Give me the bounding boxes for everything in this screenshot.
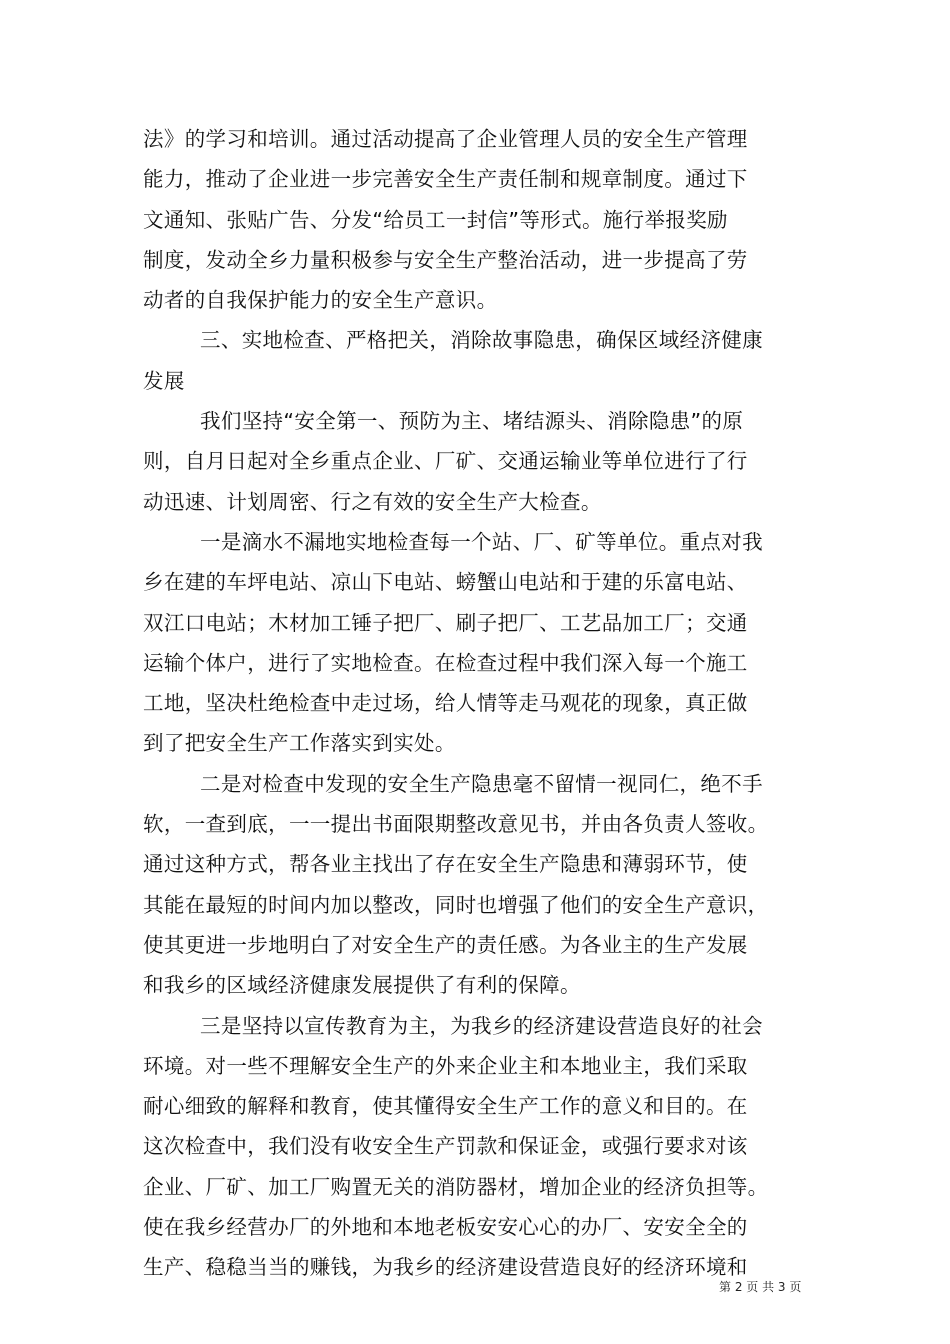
document-body <box>143 119 823 1288</box>
text-line: 则，自月日起对全乡重点企业、厂矿、交通运输业等单位进行了行 <box>143 449 748 474</box>
text-line: 动者的自我保护能力的安全生产意识。 <box>143 288 498 313</box>
text-line: 企业、厂矿、加工厂购置无关的消防器材，增加企业的经济负担等。 <box>143 1174 769 1199</box>
section-heading: 三、实地检查、严格把关，消除故事隐患，确保区域经济健康 <box>200 328 763 353</box>
text-line: 运输个体户，进行了实地检查。在检查过程中我们深入每一个施工 <box>143 650 748 675</box>
text-line: 生产、稳稳当当的赚钱，为我乡的经济建设营造良好的经济环境和 <box>143 1255 748 1280</box>
text-line: 通过这种方式，帮各业主找出了存在安全生产隐患和薄弱环节，使 <box>143 852 748 877</box>
text-line: 法》的学习和培训。通过活动提高了企业管理人员的安全生产管理 <box>143 127 748 151</box>
text-line: 到了把安全生产工作落实到实处。 <box>143 731 456 756</box>
text-line: 和我乡的区域经济健康发展提供了有利的保障。 <box>143 973 581 998</box>
text-line: 文通知、张贴广告、分发“给员工一封信”等形式。施行举报奖励 <box>143 207 728 232</box>
text-line: 耐心细致的解释和教育，使其懂得安全生产工作的意义和目的。在 <box>143 1094 748 1119</box>
paragraph-start: 二是对检查中发现的安全生产隐患毫不留情一视同仁，绝不手 <box>200 771 763 796</box>
text-line: 其能在最短的时间内加以整改，同时也增强了他们的安全生产意识， <box>143 892 769 917</box>
text-line: 环境。对一些不理解安全生产的外来企业主和本地业主，我们采取 <box>143 1053 748 1078</box>
paragraph-start: 我们坚持“安全第一、预防为主、堵结源头、消除隐患”的原 <box>200 409 744 434</box>
text-line: 使在我乡经营办厂的外地和本地老板安安心心的办厂、安安全全的 <box>143 1215 748 1240</box>
text-line: 动迅速、计划周密、行之有效的安全生产大检查。 <box>143 489 602 514</box>
text-line: 工地，坚决杜绝检查中走过场，给人情等走马观花的现象，真正做 <box>143 691 748 716</box>
text-line: 双江口电站；木材加工锤子把厂、刷子把厂、工艺品加工厂；交通 <box>143 610 748 635</box>
page-number: 第 2 页 共 3 页 <box>719 1280 802 1294</box>
paragraph-start: 三是坚持以宣传教育为主，为我乡的经济建设营造良好的社会 <box>200 1013 763 1038</box>
text-line: 使其更进一步地明白了对安全生产的责任感。为各业主的生产发展 <box>143 932 748 957</box>
section-heading-continued: 发展 <box>143 368 185 393</box>
paragraph-start: 一是滴水不漏地实地检查每一个站、厂、矿等单位。重点对我 <box>200 529 763 554</box>
text-line: 软，一查到底，一一提出书面限期整改意见书，并由各负责人签收。 <box>143 812 769 837</box>
text-line: 制度，发动全乡力量积极参与安全生产整治活动，进一步提高了劳 <box>143 247 748 272</box>
text-line: 乡在建的车坪电站、凉山下电站、螃蟹山电站和于建的乐富电站、 <box>143 570 748 595</box>
text-line: 这次检查中，我们没有收安全生产罚款和保证金，或强行要求对该 <box>143 1134 748 1159</box>
text-line: 能力，推动了企业进一步完善安全生产责任制和规章制度。通过下 <box>143 167 748 192</box>
